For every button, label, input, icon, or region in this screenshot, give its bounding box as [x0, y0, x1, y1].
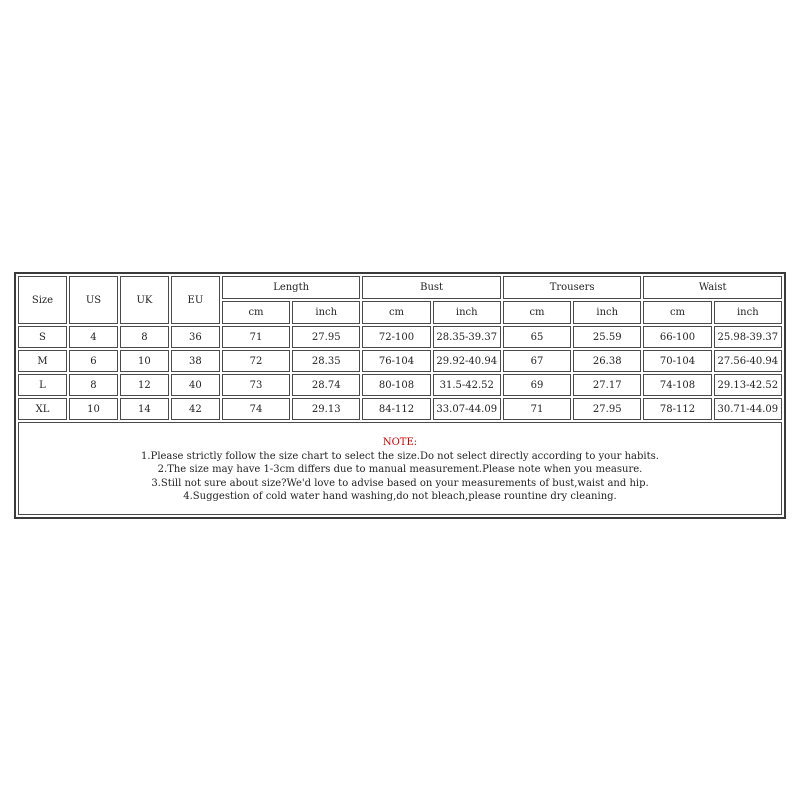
- cell-waist-cm: 78-112: [643, 398, 711, 420]
- cell-size: L: [18, 374, 67, 396]
- cell-us: 10: [69, 398, 118, 420]
- note-line-3: 3.Still not sure about size?We'd love to advise based on your measurements of bust,waist and hip.: [151, 477, 649, 489]
- cell-eu: 40: [171, 374, 220, 396]
- cell-eu: 42: [171, 398, 220, 420]
- size-table: [16, 274, 784, 422]
- unit-bust-cm: cm: [362, 301, 430, 324]
- cell-length-cm: 71: [222, 326, 290, 348]
- header-trousers: Trousers: [503, 276, 642, 299]
- cell-bust-inch: 31.5-42.52: [433, 374, 501, 396]
- header-size: Size: [18, 276, 67, 324]
- table-row: [18, 398, 782, 420]
- note-line-4: 4.Suggestion of cold water hand washing,do not bleach,please rountine dry cleaning.: [183, 491, 617, 502]
- cell-trousers-cm: 69: [503, 374, 571, 396]
- table-row: [18, 374, 782, 396]
- note-line-1: 1.Please strictly follow the size chart to select the size.Do not select directly according to your habits.: [141, 450, 659, 462]
- size-chart: [14, 272, 786, 519]
- cell-length-cm: 74: [222, 398, 290, 420]
- cell-uk: 10: [120, 350, 169, 372]
- cell-waist-inch: 30.71-44.09: [714, 398, 782, 420]
- cell-eu: 38: [171, 350, 220, 372]
- cell-waist-cm: 66-100: [643, 326, 711, 348]
- cell-us: 4: [69, 326, 118, 348]
- cell-waist-inch: 27.56-40.94: [714, 350, 782, 372]
- cell-uk: 8: [120, 326, 169, 348]
- cell-length-inch: 27.95: [292, 326, 360, 348]
- cell-us: 8: [69, 374, 118, 396]
- header-eu: EU: [171, 276, 220, 324]
- cell-trousers-cm: 67: [503, 350, 571, 372]
- cell-uk: 12: [120, 374, 169, 396]
- cell-eu: 36: [171, 326, 220, 348]
- cell-length-inch: 29.13: [292, 398, 360, 420]
- cell-length-cm: 73: [222, 374, 290, 396]
- cell-length-inch: 28.35: [292, 350, 360, 372]
- header-waist: Waist: [643, 276, 782, 299]
- cell-uk: 14: [120, 398, 169, 420]
- note-line-2: 2.The size may have 1-3cm differs due to manual measurement.Please note when you measure.: [157, 464, 643, 475]
- cell-waist-inch: 25.98-39.37: [714, 326, 782, 348]
- header-length: Length: [222, 276, 361, 299]
- note-title: NOTE:: [382, 437, 418, 448]
- cell-waist-cm: 74-108: [643, 374, 711, 396]
- cell-trousers-inch: 26.38: [573, 350, 641, 372]
- cell-bust-cm: 76-104: [362, 350, 430, 372]
- cell-trousers-inch: 27.17: [573, 374, 641, 396]
- note-box: [18, 422, 782, 515]
- cell-trousers-cm: 71: [503, 398, 571, 420]
- table-row: [18, 326, 782, 348]
- cell-length-inch: 28.74: [292, 374, 360, 396]
- unit-waist-inch: inch: [714, 301, 782, 324]
- cell-us: 6: [69, 350, 118, 372]
- cell-waist-inch: 29.13-42.52: [714, 374, 782, 396]
- header-row-groups: [18, 276, 782, 299]
- cell-trousers-cm: 65: [503, 326, 571, 348]
- unit-waist-cm: cm: [643, 301, 711, 324]
- unit-length-inch: inch: [292, 301, 360, 324]
- cell-bust-inch: 29.92-40.94: [433, 350, 501, 372]
- unit-length-cm: cm: [222, 301, 290, 324]
- cell-bust-cm: 80-108: [362, 374, 430, 396]
- cell-waist-cm: 70-104: [643, 350, 711, 372]
- table-row: [18, 350, 782, 372]
- cell-trousers-inch: 27.95: [573, 398, 641, 420]
- cell-bust-cm: 84-112: [362, 398, 430, 420]
- cell-size: S: [18, 326, 67, 348]
- cell-size: M: [18, 350, 67, 372]
- unit-trousers-cm: cm: [503, 301, 571, 324]
- cell-bust-inch: 28.35-39.37: [433, 326, 501, 348]
- header-us: US: [69, 276, 118, 324]
- cell-size: XL: [18, 398, 67, 420]
- unit-bust-inch: inch: [433, 301, 501, 324]
- cell-bust-cm: 72-100: [362, 326, 430, 348]
- cell-bust-inch: 33.07-44.09: [433, 398, 501, 420]
- unit-trousers-inch: inch: [573, 301, 641, 324]
- cell-trousers-inch: 25.59: [573, 326, 641, 348]
- header-uk: UK: [120, 276, 169, 324]
- header-bust: Bust: [362, 276, 501, 299]
- cell-length-cm: 72: [222, 350, 290, 372]
